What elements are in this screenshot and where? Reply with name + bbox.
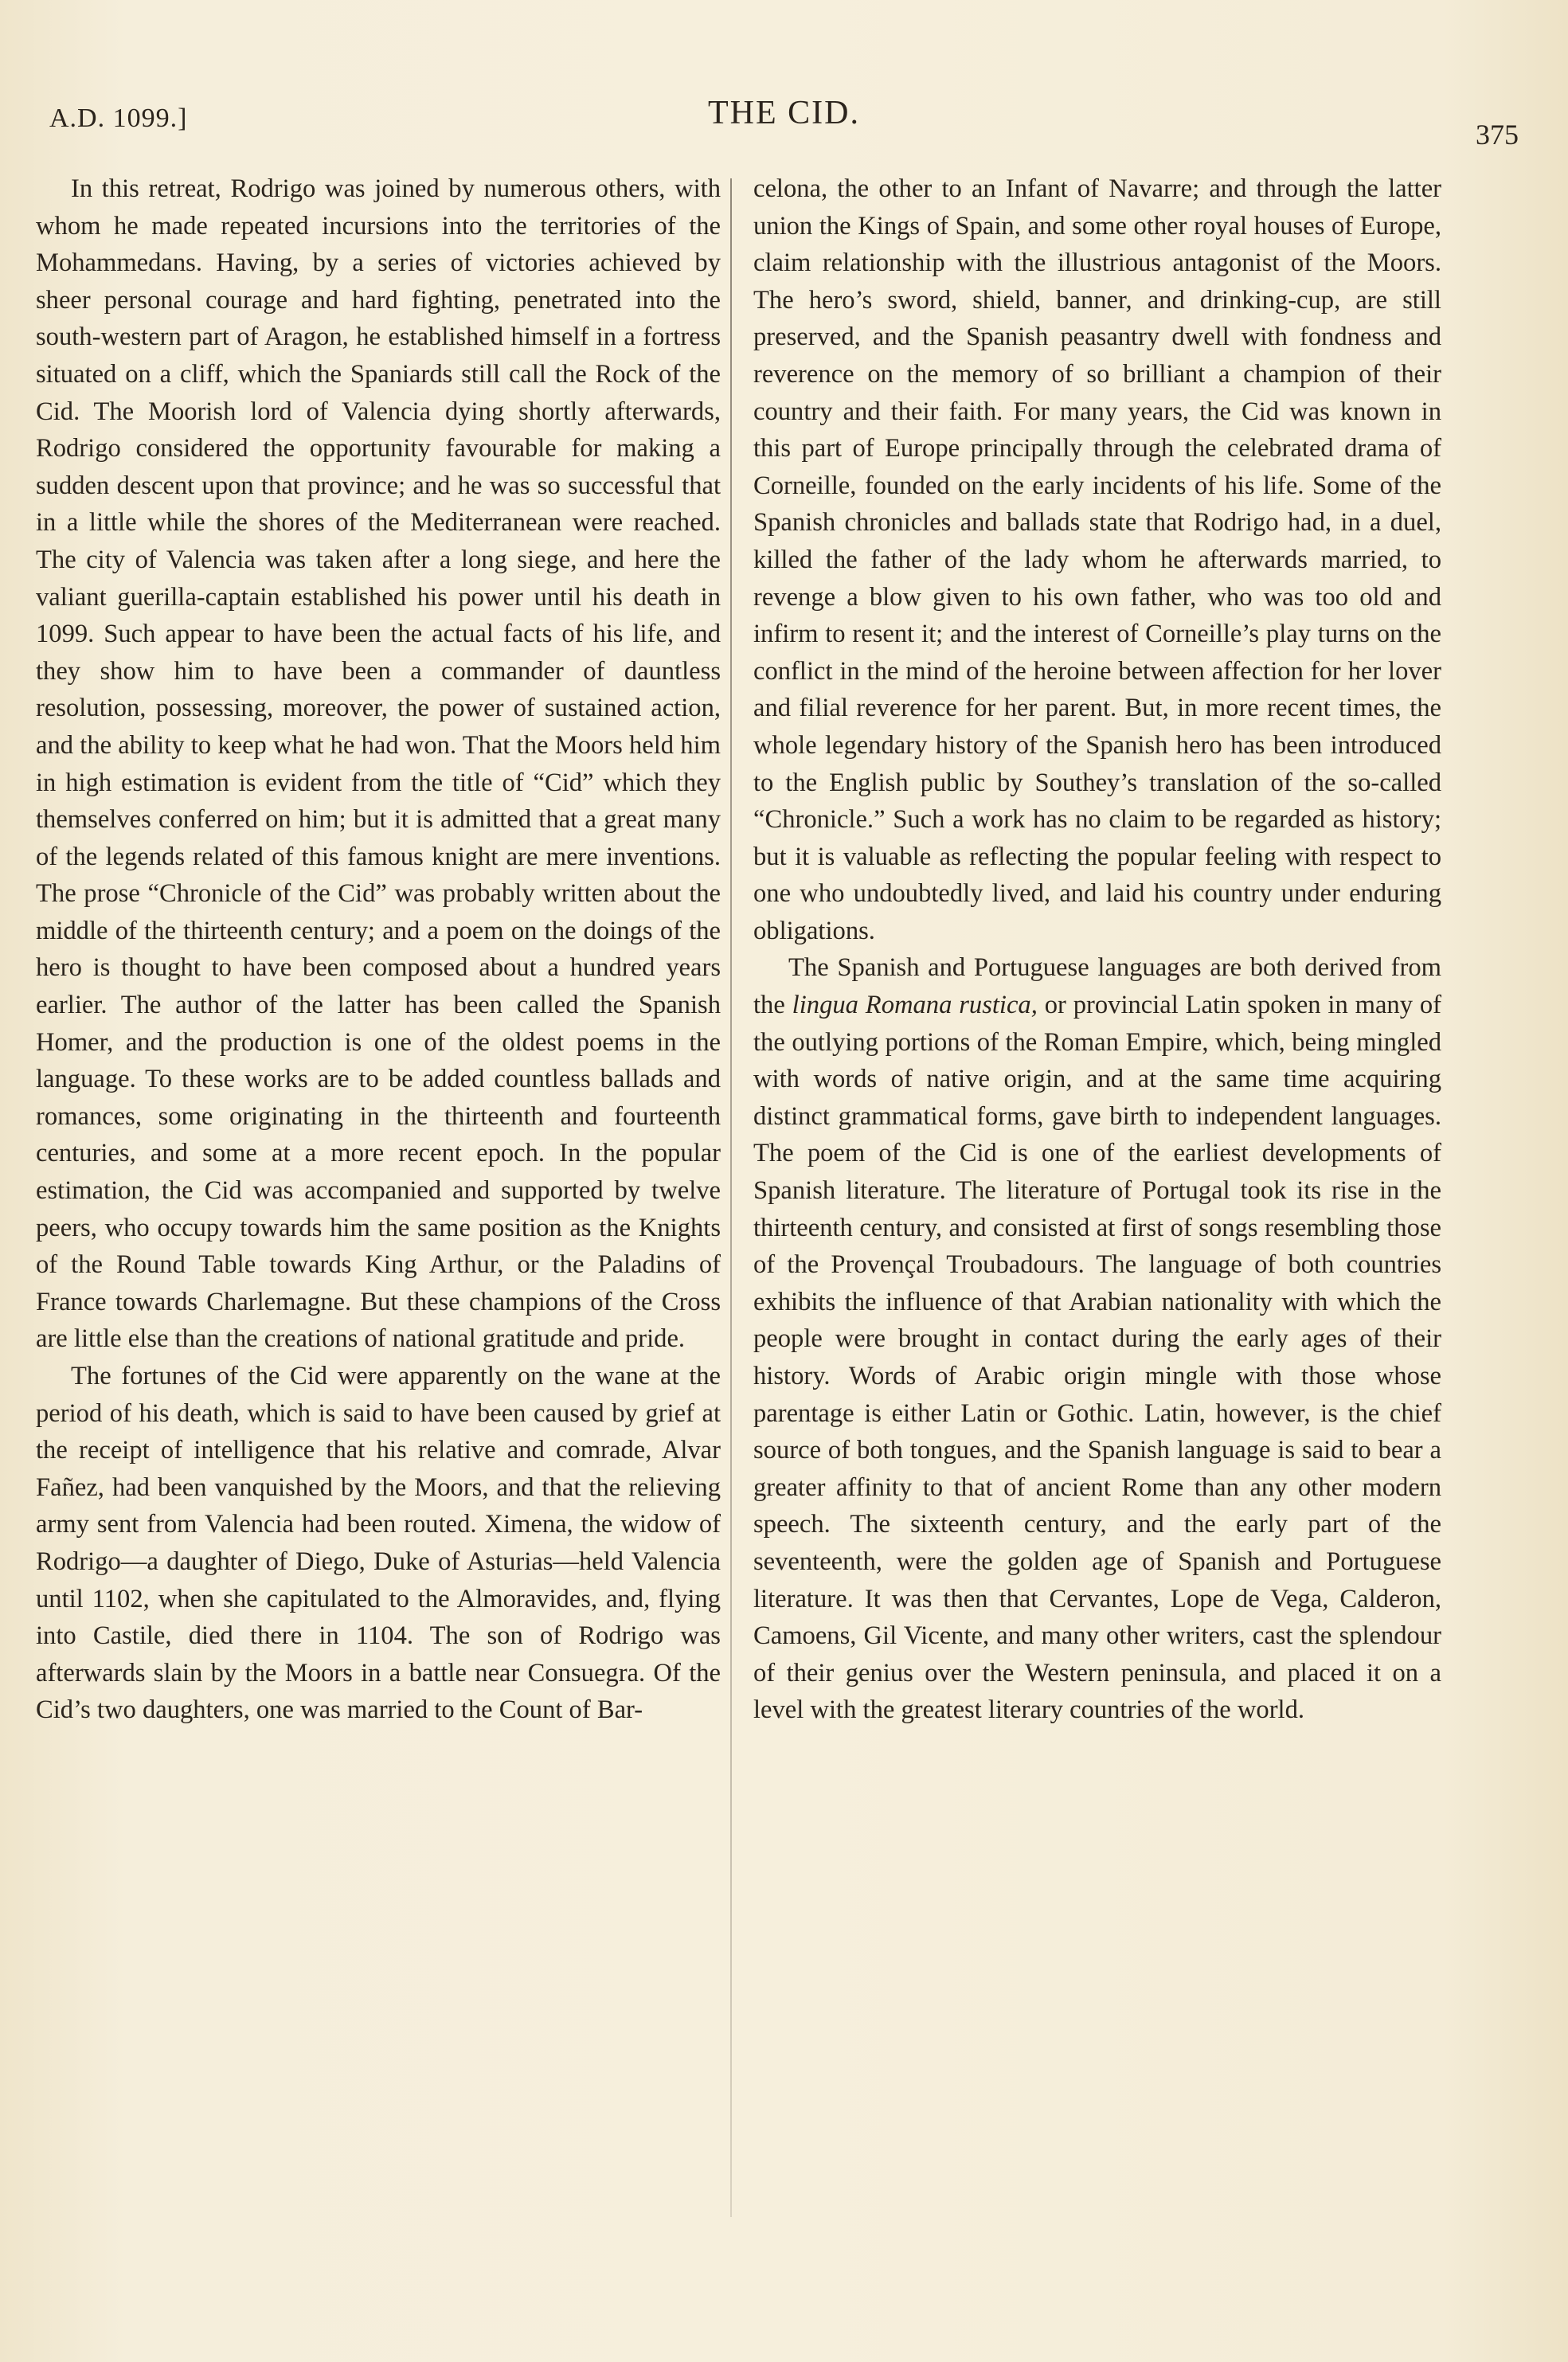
paragraph-languages bbox=[753, 949, 1441, 1728]
paragraph-rodrigo-retreat: In this retreat, Rodrigo was joined by numerous others, with whom he made repeated incursions into the territories of the Mohammedans. Having, by a series of victories achieved by sheer personal courage and hard fighting, penetrated into the south-western part of Aragon, he established himself in a fortress situated on a cliff, which the Spaniards still call the Rock of the Cid. The Moorish lord of Valencia dying shortly afterwards, Rodrigo considered the opportunity favourable for making a sudden descent upon that province; and he was so successful that in a little while the shores of the Mediterranean were reached. The city of Valencia was taken after a long siege, and here the valiant guerilla-captain established his power until his death in 1099. Such appear to have been the actual facts of his life, and they show him to have been a commander of dauntless resolution, possessing, moreover, the power of sustained action, and the ability to keep what he had won. That the Moors held him in high estimation is evident from the title of “Cid” which they themselves conferred on him; but it is admitted that a great many of the legends related of this famous knight are mere inventions. The prose “Chronicle of the Cid” was probably written about the middle of the thirteenth century; and a poem on the doings of the hero is thought to have been composed about a hundred years earlier. The author of the latter has been called the Spanish Homer, and the production is one of the oldest poems in the language. To these works are to be added countless ballads and romances, some originating in the thirteenth and fourteenth centuries, and some at a more recent epoch. In the popular estimation, the Cid was accompanied and supported by twelve peers, who occupy towards him the same position as the Knights of the Round Table towards King Arthur, or the Paladins of France towards Charlemagne. But these champions of the Cross are little else than the creations of national gratitude and pride. bbox=[36, 174, 721, 1354]
page-number: 375 bbox=[1476, 119, 1519, 151]
running-head bbox=[49, 94, 1519, 151]
right-column bbox=[753, 170, 1441, 1729]
running-head-date: A.D. 1099.] bbox=[49, 104, 188, 133]
paragraph-continuation: celona, the other to an Infant of Navarre; and through the latter union the Kings of Spain, and some other royal houses of Europe, claim relationship with the illustrious antagonist of the Moors. The hero’s sword, shield, banner, and drinking-cup, are still preserved, and the Spanish peasantry dwell with fondness and reverence on the memory of so brilliant a champion of their country and their faith. For many years, the Cid was known in this part of Europe principally through the celebrated drama of Corneille, founded on the early incidents of his life. Some of the Spanish chronicles and ballads state that Rodrigo had, in a duel, killed the father of the lady whom he afterwards married, to revenge a blow given to his own father, who was too old and infirm to resent it; and the interest of Corneille’s play turns on the conflict in the mind of the heroine between affection for her lover and filial reverence for her parent. But, in more recent times, the whole legendary history of the Spanish hero has been introduced to the English public by Southey’s translation of the so-called “Chronicle.” Such a work has no claim to be regarded as history; but it is valuable as reflecting the popular feeling with respect to one who undoubtedly lived, and laid his country under enduring obligations. bbox=[753, 174, 1441, 945]
left-column bbox=[36, 170, 721, 1729]
paragraph-cid-fortunes: The fortunes of the Cid were apparently on the wane at the period of his death, which is said to have been caused by grief at the receipt of intelligence that his relative and comrade, Alvar Fañez, had been vanquished by the Moors, and that the relieving army sent from Valencia had been routed. Ximena, the widow of Rodrigo—a daughter of Diego, Duke of Asturias—held Valencia until 1102, when she capitulated to the Almoravides, and, flying into Castile, died there in 1104. The son of Rodrigo was afterwards slain by the Moors in a battle near Consuegra. Of the Cid’s two daughters, one was married to the Count of Bar- bbox=[36, 1362, 721, 1725]
running-head-title: THE CID. bbox=[708, 95, 860, 131]
paragraph-languages-part1: The Spanish and Portuguese languages are both derived from the bbox=[753, 953, 1441, 1020]
paragraph-languages-italic-phrase: lingua Romana rustica, bbox=[792, 991, 1038, 1020]
column-divider bbox=[730, 178, 732, 2217]
paragraph-languages-part2: or provincial Latin spoken in many of the outlying portions of the Roman Empire, which, being mingled with words of native origin, and at the same time acquiring distinct grammatical forms, gave birth to independent languages. The poem of the Cid is one of the earliest developments of Spanish literature. The literature of Portugal took its rise in the thirteenth century, and consisted at first of songs resembling those of the Provençal Troubadours. The language of both countries exhibits the influence of that Arabian nationality with which the people were brought in contact during the early ages of their history. Words of Arabic origin mingle with those whose parentage is either Latin or Gothic. Latin, however, is the chief source of both tongues, and the Spanish language is said to bear a greater affinity to that of ancient Rome than any other modern speech. The sixteenth century, and the early part of the seventeenth, were the golden age of Spanish and Portuguese literature. It was then that Cervantes, Lope de Vega, Calderon, Camoens, Gil Vicente, and many other writers, cast the splendour of their genius over the Western peninsula, and placed it on a level with the greatest literary countries of the world. bbox=[753, 991, 1441, 1725]
